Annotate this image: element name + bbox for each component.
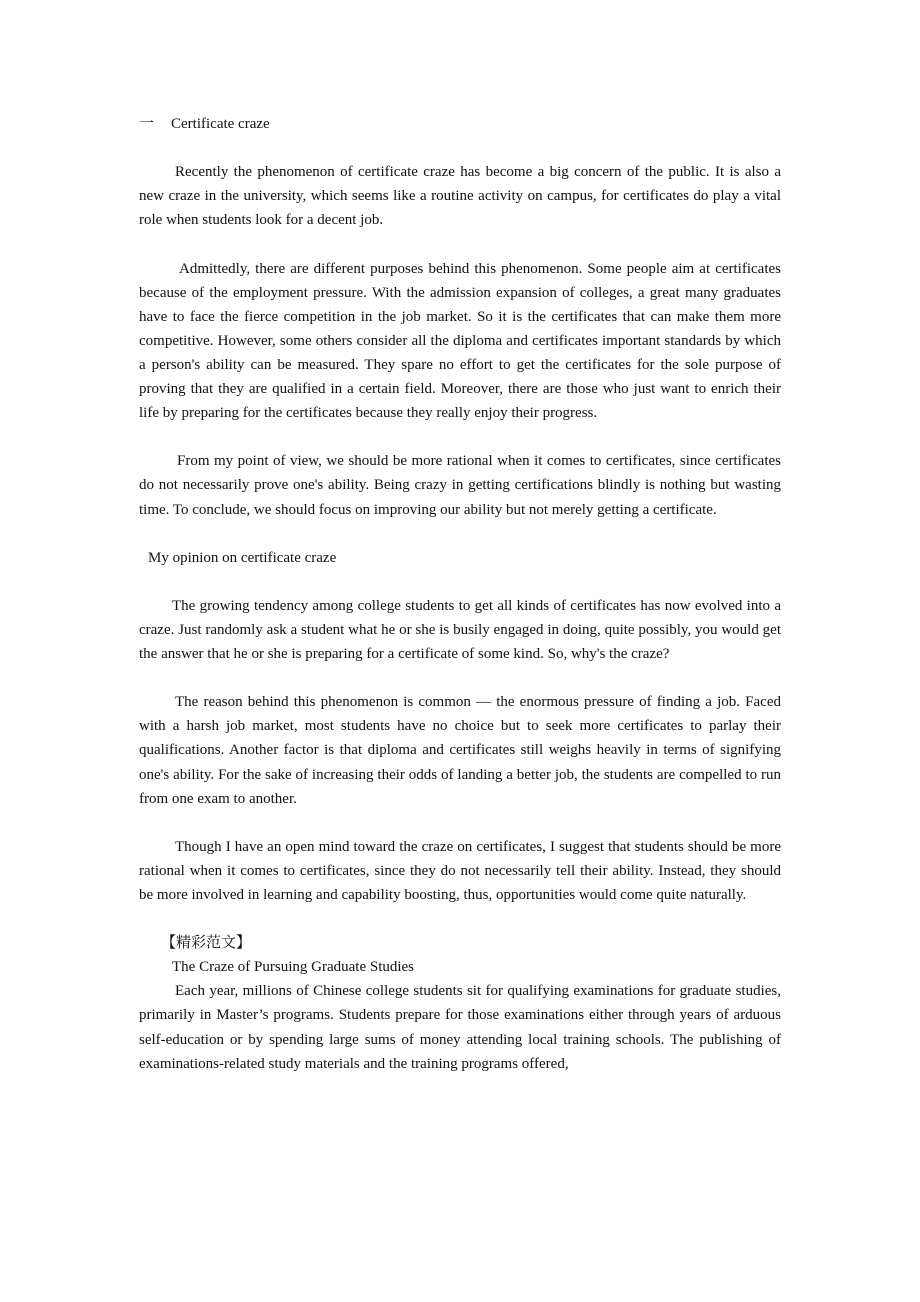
section-marker: 一 bbox=[139, 116, 155, 132]
section3-label: 【精彩范文】 bbox=[161, 935, 252, 952]
section3-title: The Craze of Pursuing Graduate Studies bbox=[172, 959, 415, 976]
section1-paragraph-2: Admittedly, there are different purposes behind this phenomenon. Some people aim at certificates because of the employment pressure. With the admission expansion of colleges, a great many graduates have to face the fierce competition in the job market. So it is the certificates that can make them more competitive. However, some others consider all the diploma and certificates important standards by which a person's ability can be measured. They spare no effort to get the certificates for the sole purpose of proving that they are qualified in a certain field. Moreover, there are those who just want to enrich their life by preparing for the certificates because they really enjoy their progress. bbox=[139, 260, 781, 422]
section3-paragraph: Each year, millions of Chinese college students sit for qualifying examinations for graduate studies, primarily in Master’s programs. Students prepare for those examinations either through years of arduous self-education or by spending large sums of money attending local training schools. The publishing of examinations-related study materials and the training programs offered, bbox=[139, 983, 781, 1072]
document-body bbox=[139, 112, 781, 1076]
section2-paragraph-2: The reason behind this phenomenon is common — the enormous pressure of finding a job. Faced with a harsh job market, most students have no choice but to seek more certificates to parlay their qualifications. Another factor is that diploma and certificates still weighs heavily in terms of signifying one's ability. For the sake of increasing their odds of landing a better job, the students are compelled to run from one exam to another. bbox=[139, 694, 781, 807]
section2-paragraph-3: Though I have an open mind toward the craze on certificates, I suggest that students should be more rational when it comes to certificates, since they do not necessarily tell their ability. Instead, they should be more involved in learning and capability boosting, thus, opportunities would come quite naturally. bbox=[139, 838, 781, 903]
section2-title: My opinion on certificate craze bbox=[148, 549, 337, 566]
section1-title: Certificate craze bbox=[171, 116, 270, 132]
section1-heading bbox=[139, 112, 781, 136]
section1-paragraph-3: From my point of view, we should be more rational when it comes to certificates, since certificates do not necessarily prove one's ability. Being crazy in getting certifications blindly is nothing but wasting time. To conclude, we should focus on improving our ability but not merely getting a certificate. bbox=[139, 453, 781, 518]
section1-paragraph-1: Recently the phenomenon of certificate craze has become a big concern of the public. It is also a new craze in the university, which seems like a routine activity on campus, for certificates do play a vital role when students look for a decent job. bbox=[139, 164, 781, 229]
section2-paragraph-1: The growing tendency among college students to get all kinds of certificates has now evolved into a craze. Just randomly ask a student what he or she is busily engaged in doing, quite possibly, you would get the answer that he or she is preparing for a certificate of some kind. So, why's the craze? bbox=[139, 597, 781, 663]
